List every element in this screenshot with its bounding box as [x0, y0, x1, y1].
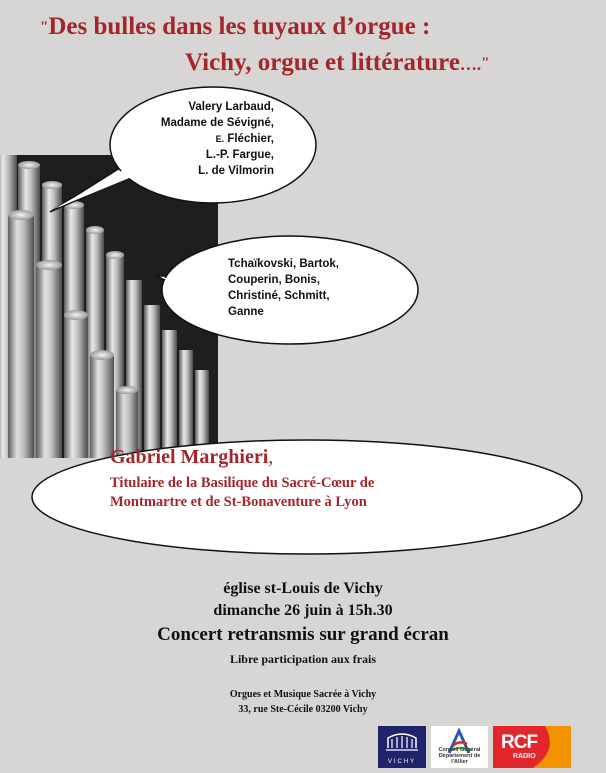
writers-list: Valery Larbaud, Madame de Sévigné, E. Fléchier, L.-P. Fargue, L. de Vilmorin — [160, 101, 274, 177]
organist-name: Gabriel Marghieri, — [110, 446, 274, 468]
broadcast-notice: Concert retransmis sur grand écran — [157, 624, 449, 645]
fee-notice: Libre participation aux frais — [229, 652, 377, 666]
organizer — [0, 687, 606, 717]
composers-list: Tchaïkovski, Bartok, Couperin, Bonis, Christiné, Schmitt, Ganne — [228, 258, 339, 318]
conseil-general-logo: Conseil Général Département de l'Allier — [431, 726, 488, 768]
composers-speech-bubble — [158, 234, 420, 346]
organizer-name: Orgues et Musique Sacrée à Vichy — [229, 689, 377, 700]
vichy-logo: VICHY — [378, 726, 426, 768]
organist-description: Titulaire de la Basilique du Sacré-Cœur de Montmartre et de St-Bonaventure à Lyon — [110, 475, 375, 510]
rcf-radio-logo: RCF RADIO — [493, 726, 571, 768]
title-line-1: "Des bulles dans les tuyaux d’orgue : — [40, 13, 431, 40]
organizer-address: 33, rue Ste-Cécile 03200 Vichy — [238, 704, 368, 715]
event-date: dimanche 26 juin à 15h.30 — [213, 602, 393, 619]
organist-ellipse — [30, 438, 585, 556]
venue: église st-Louis de Vichy — [223, 580, 383, 597]
title-line-2: Vichy, orgue et littérature…." — [185, 49, 490, 76]
writers-speech-bubble — [108, 88, 318, 208]
